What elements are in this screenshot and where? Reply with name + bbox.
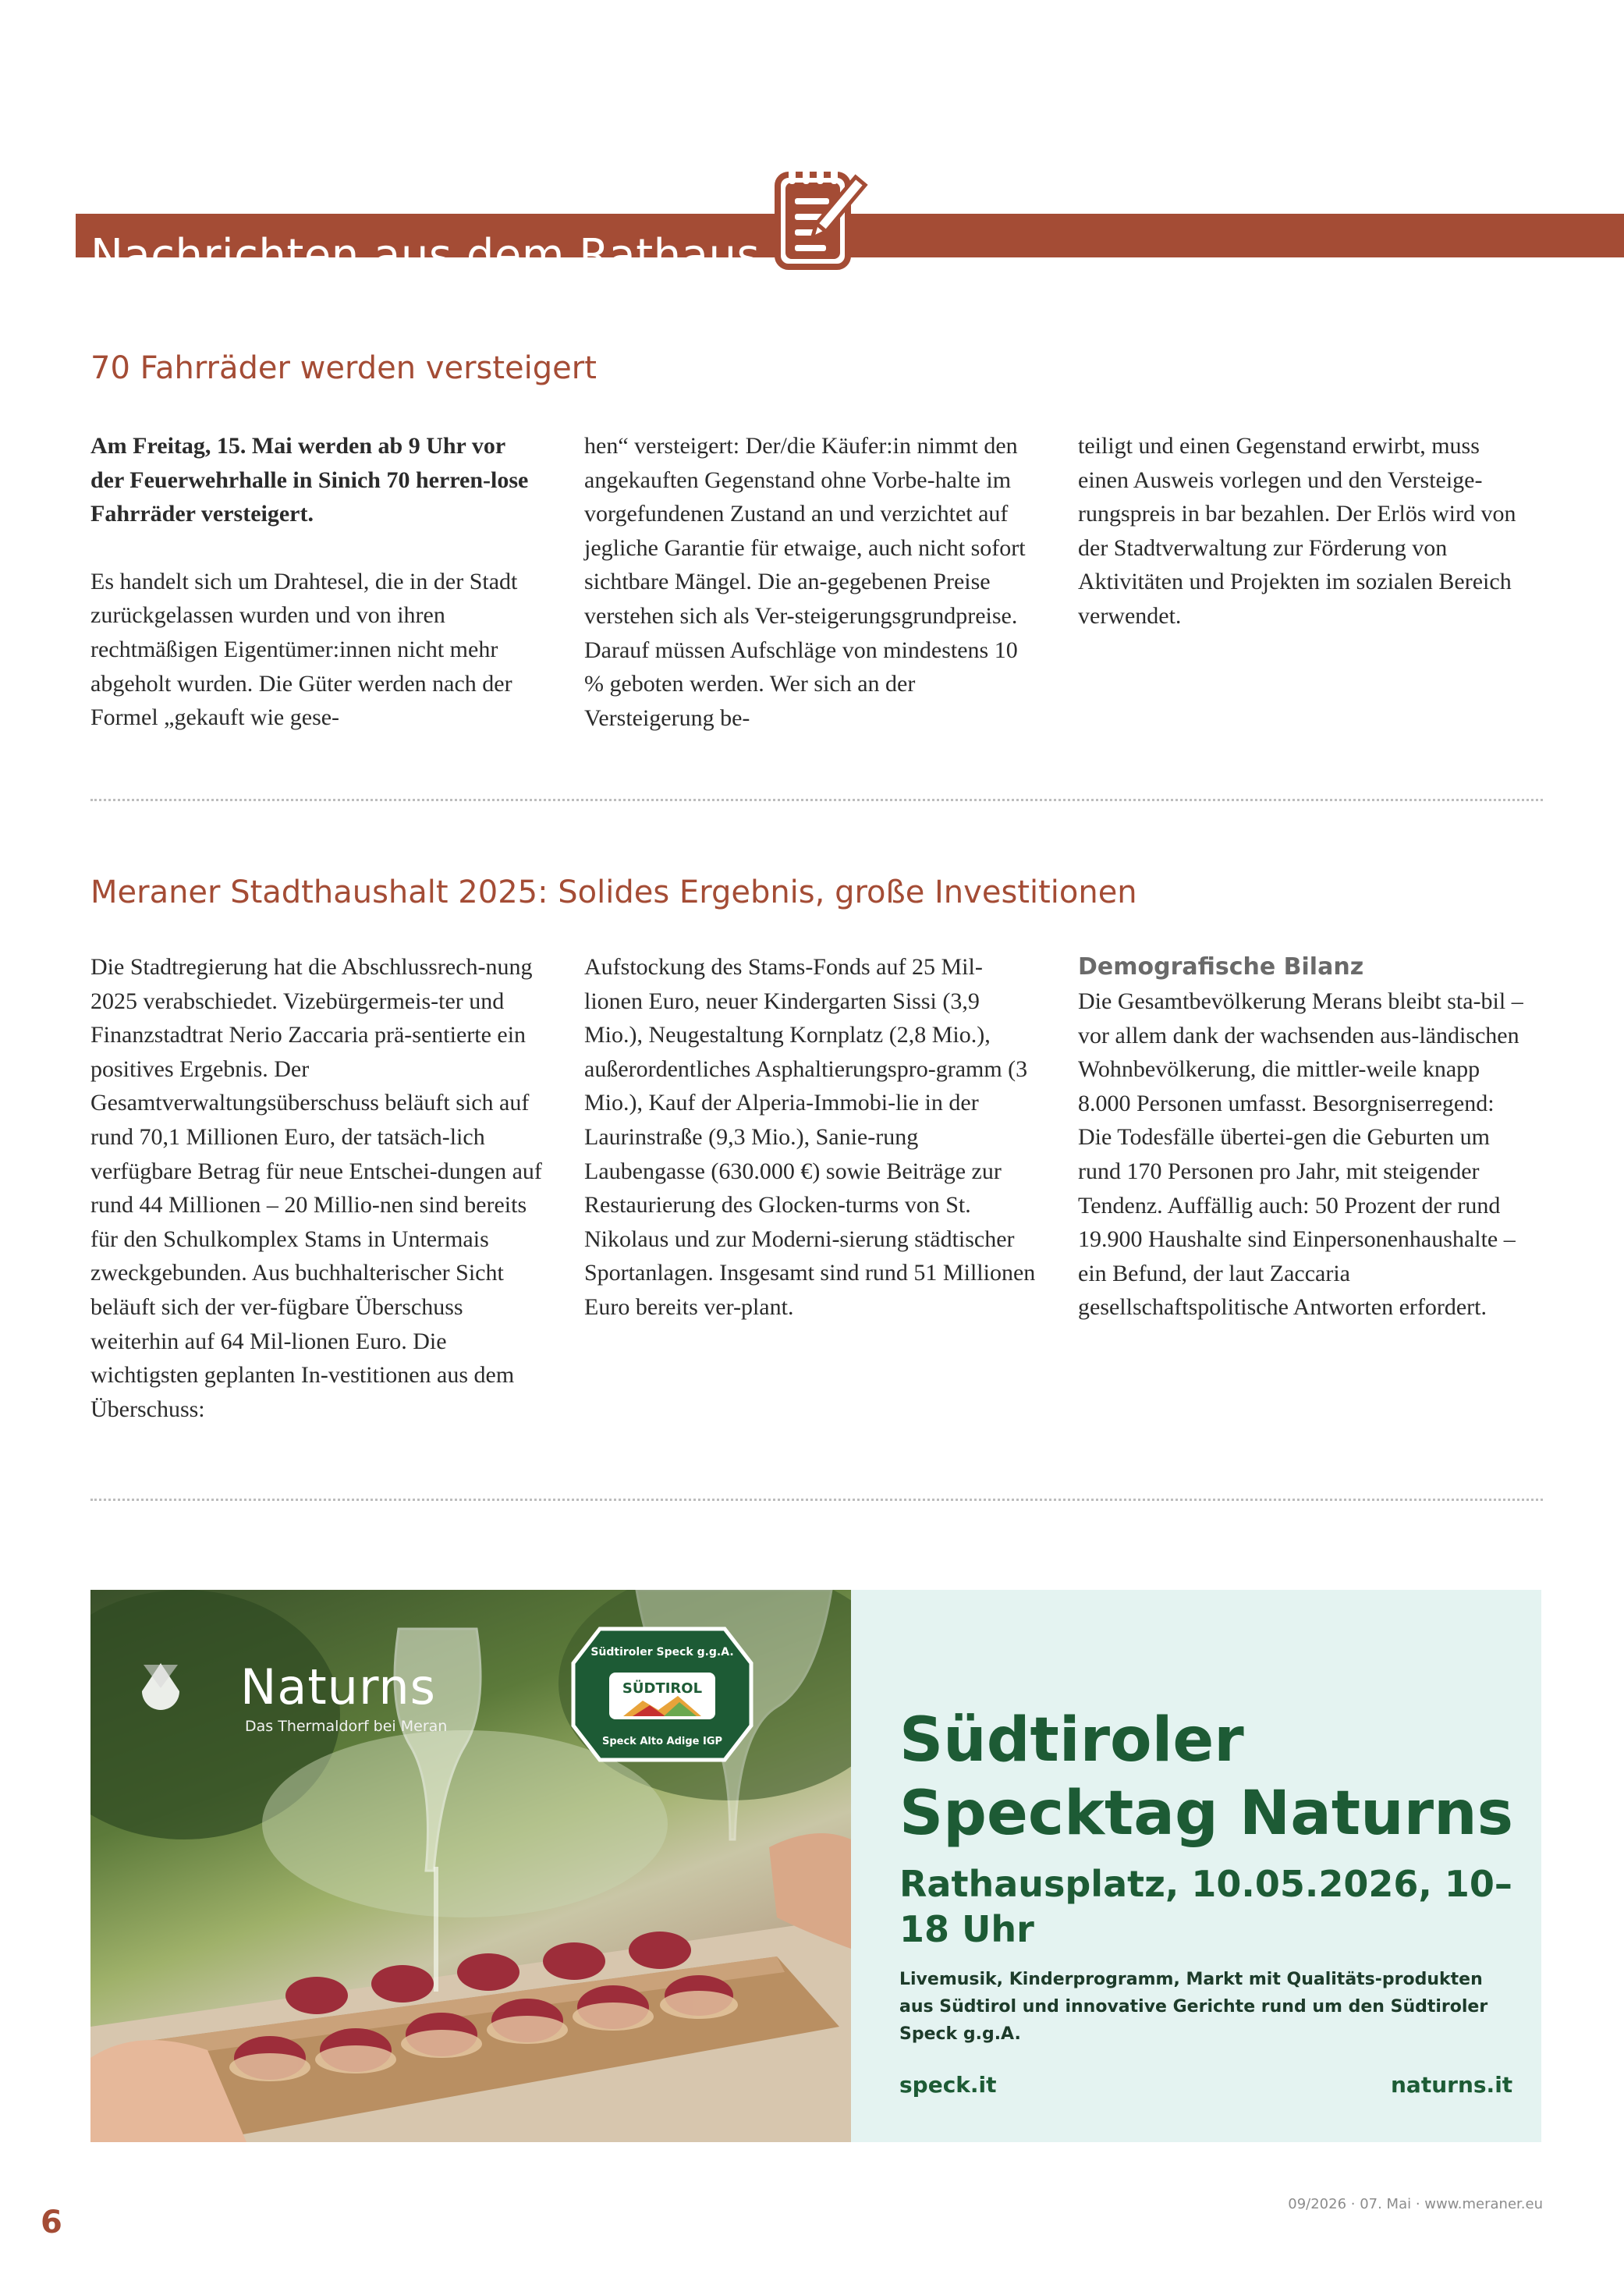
article-column-2 (584, 950, 1037, 1325)
speck-link[interactable]: speck.it (899, 2072, 997, 2098)
footer-info: 09/2026 · 07. Mai · www.meraner.eu (1288, 2196, 1543, 2212)
article-subheading: Demografische Bilanz (1078, 953, 1364, 981)
article-column-3 (1078, 429, 1530, 633)
notepad-pencil-icon (768, 158, 878, 275)
speck-badge-bottom: Speck Alto Adige IGP (601, 1736, 723, 1747)
article-column-3 (1078, 950, 1530, 1325)
section-title: Nachrichten aus dem Rathaus (90, 230, 761, 281)
article-paragraph: Es handelt sich um Drahtesel, die in der Stadt zurückgelassen wurden und von ihren rechtmäßigen Eigentümer:innen nicht mehr abgeholt wurden. Die Güter werden nach der Formel „gekauft wie gese- (90, 568, 518, 731)
speck-badge (569, 1624, 756, 1765)
speck-badge-middle: SÜDTIROL (622, 1680, 703, 1697)
naturns-logo-tagline: Das Thermaldorf bei Meran (245, 1718, 448, 1735)
naturns-logo-name: Naturns (240, 1658, 436, 1715)
section-divider (90, 1499, 1543, 1501)
article-paragraph: teiligt und einen Gegenstand erwirbt, muss einen Ausweis vorlegen und den Versteige-rungspreis in bar bezahlen. Der Erlös wird von der Stadtverwaltung zur Förderung von Aktivitäten und Projekten im sozialen Bereich verwendet. (1078, 433, 1516, 629)
ad-photo (90, 1590, 851, 2142)
naturns-drop-icon (137, 1660, 184, 1715)
article-paragraph: Aufstockung des Stams-Fonds auf 25 Mil-lionen Euro, neuer Kindergarten Sissi (3,9 Mio.), Neugestaltung Kornplatz (2,8 Mio.), außerordentliches Asphaltierungspro-gramm (3 Mio.), Kauf der Alperia-Immobi-lie in der Laurinstraße (9,3 Mio.), Sanie-rung Laubengasse (630.000 €) sowie Beiträge zur Restaurierung des Glocken-turms von St. Nikolaus und zur Moderni-sierung städtischer Sportanlagen. Insgesamt sind rund 51 Millionen Euro bereits ver-plant. (584, 954, 1036, 1320)
article-column-1 (90, 950, 543, 1426)
article-headline: Meraner Stadthaushalt 2025: Solides Ergebnis, große Investitionen (90, 874, 1137, 910)
section-divider (90, 799, 1543, 801)
article-lead: Am Freitag, 15. Mai werden ab 9 Uhr vor der Feuerwehrhalle in Sinich 70 herren-lose Fahrräder versteigert. (90, 433, 529, 527)
speck-badge-top: Südtiroler Speck g.g.A. (590, 1646, 734, 1658)
article-paragraph: Die Stadtregierung hat die Abschlussrech-nung 2025 verabschiedet. Vizebürgermeis-ter und Finanzstadtrat Nerio Zaccaria prä-sentierte ein positives Ergebnis. Der Gesamtverwaltungsüberschuss beläuft sich auf rund 70,1 Millionen Euro, der tatsäch-lich verfügbare Betrag für neue Entschei-dungen auf rund 44 Millionen – 20 Millio-nen sind bereits für den Schulkomplex Stams in Untermais zweckgebunden. Aus buchhalterischer Sicht beläuft sich der ver-fügbare Überschuss weiterhin auf 64 Mil-lionen Euro. Die wichtigsten geplanten In-vestitionen aus dem Überschuss: (90, 954, 542, 1422)
article-column-1 (90, 429, 543, 735)
ad-description: Livemusik, Kinderprogramm, Markt mit Qualitäts-produkten aus Südtirol und innovative Gerichte rund um den Südtiroler Speck g.g.A. (899, 1970, 1488, 2044)
article-column-2 (584, 429, 1037, 735)
article-headline: 70 Fahrräder werden versteigert (90, 350, 597, 386)
article-paragraph: Die Gesamtbevölkerung Merans bleibt sta-bil – vor allem dank der wachsenden aus-ländischen Wohnbevölkerung, die mittler-weile knapp 8.000 Personen umfasst. Besorgniserregend: Die Todesfälle übertei-gen die Geburten um rund 170 Personen pro Jahr, mit steigender Tendenz. Auffällig auch: 50 Prozent der rund 19.900 Haushalte sind Einpersonenhaushalte – ein Befund, der laut Zaccaria gesellschaftspolitische Antworten erfordert. (1078, 988, 1523, 1321)
ad-title: Südtiroler Specktag Naturns (899, 1705, 1514, 1849)
naturns-link[interactable]: naturns.it (1391, 2072, 1513, 2098)
page-number: 6 (41, 2205, 62, 2240)
ad-subtitle: Rathausplatz, 10.05.2026, 10–18 Uhr (899, 1863, 1512, 1950)
article-paragraph: hen“ versteigert: Der/die Käufer:in nimmt den angekauften Gegenstand ohne Vorbe-halte im vorgefundenen Zustand an und verzichtet auf jegliche Garantie für etwaige, auch nicht sofort sichtbare Mängel. Die an-gegebenen Preise verstehen sich als Ver-steigerungsgrundpreise. Darauf müssen Aufschläge von mindestens 10 % geboten werden. Wer sich an der Versteigerung be- (584, 433, 1026, 731)
